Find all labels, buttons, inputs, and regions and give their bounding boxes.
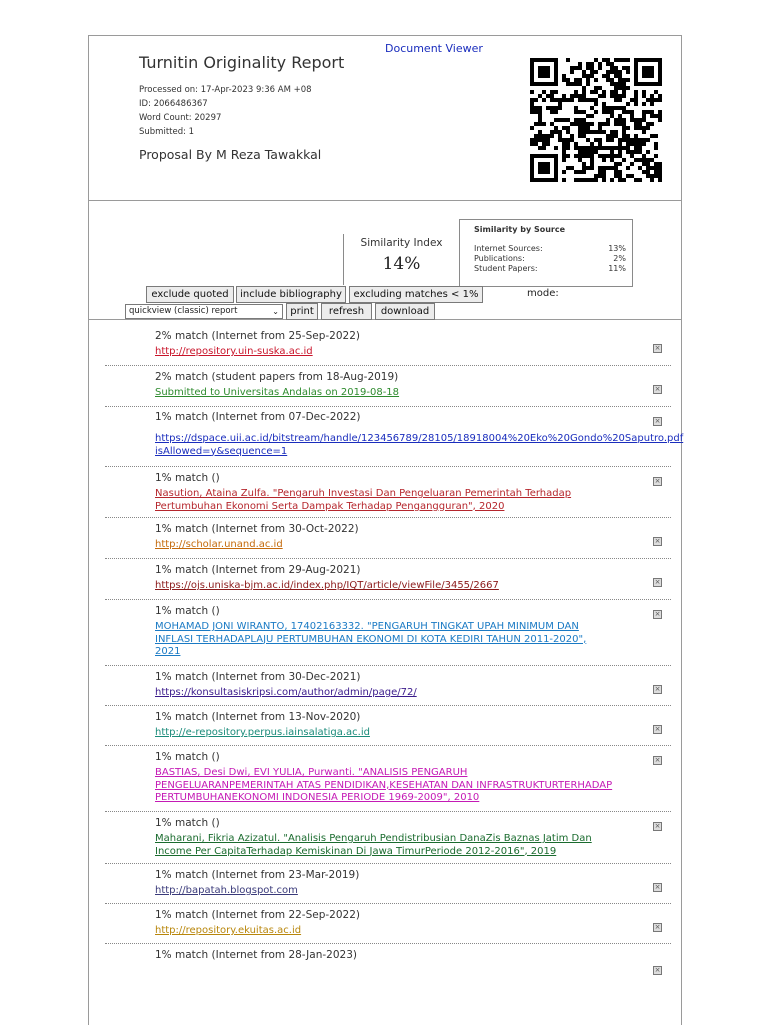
match-entry [105, 668, 671, 706]
report-header [89, 36, 681, 201]
match-percent: 1% match (Internet from 13-Nov-2020) [155, 711, 361, 723]
close-icon[interactable]: × [654, 578, 661, 586]
match-source-link[interactable]: isAllowed=y&sequence=1 [155, 445, 288, 457]
match-percent: 1% match (Internet from 07-Dec-2022) [155, 411, 361, 423]
match-source-link[interactable]: PERTUMBUHANEKONOMI INDONESIA PERIODE 1969-2009", 2010 [155, 792, 480, 803]
close-icon[interactable]: × [654, 477, 661, 485]
match-percent: 1% match (Internet from 30-Dec-2021) [155, 671, 361, 683]
close-icon[interactable]: × [654, 725, 661, 733]
match-entry [105, 408, 684, 467]
source-value: 2% [613, 254, 626, 263]
close-icon[interactable]: × [654, 610, 661, 618]
match-source-link[interactable]: Income Per CapitaTerhadap Kemiskinan Di Jawa TimurPeriode 2012-2016", 2019 [155, 845, 557, 857]
match-percent: 1% match (Internet from 29-Aug-2021) [155, 564, 361, 576]
qr-code-icon [530, 58, 662, 182]
close-icon[interactable]: × [654, 966, 661, 974]
paper-title: Proposal By M Reza Tawakkal [139, 147, 322, 162]
match-percent: 1% match () [155, 817, 220, 829]
match-source-link[interactable]: Submitted to Universitas Andalas on 2019-08-18 [155, 387, 400, 398]
source-value: 11% [608, 264, 626, 273]
source-row-internet [474, 244, 626, 253]
close-icon[interactable]: × [654, 385, 661, 393]
match-source-link[interactable]: PENGELUARANPEMERINTAH ATAS PENDIDIKAN,KESEHATAN DAN INFRASTRUKTURTERHADAP [155, 779, 613, 791]
match-source-link[interactable]: BASTIAS, Desi Dwi, EVI YULIA, Purwanti. "ANALISIS PENGARUH [155, 767, 468, 778]
close-icon[interactable]: × [654, 685, 661, 693]
source-label: Student Papers: [474, 264, 538, 273]
match-source-link[interactable]: Pertumbuhan Ekonomi Serta Dampak Terhadap Pengangguran", 2020 [155, 500, 505, 512]
match-source-link[interactable]: Maharani, Fikria Azizatul. "Analisis Pengaruh Pendistribusian DanaZis Baznas Jatim Dan [155, 833, 592, 844]
match-source-link[interactable]: http://bapatah.blogspot.com [155, 885, 298, 896]
close-icon[interactable]: × [654, 883, 661, 891]
mode-label: mode: [527, 288, 559, 299]
submitted-count: Submitted: 1 [139, 127, 195, 137]
include-bibliography-button[interactable]: include bibliography [236, 286, 346, 303]
report-id: ID: 2066486367 [139, 99, 208, 109]
match-source-link[interactable]: MOHAMAD JONI WIRANTO, 17402163332. "PENGARUH TINGKAT UPAH MINIMUM DAN [155, 621, 579, 632]
match-source-link[interactable]: http://repository.ekuitas.ac.id [155, 925, 302, 936]
match-percent: 1% match () [155, 472, 220, 484]
match-entry [105, 946, 671, 1006]
match-percent: 1% match (Internet from 23-Mar-2019) [155, 869, 360, 881]
source-row-publications [474, 254, 626, 263]
match-entry [105, 708, 671, 746]
source-label: Internet Sources: [474, 244, 543, 253]
match-source-link[interactable]: INFLASI TERHADAPLAJU PERTUMBUHAN EKONOMI DI KOTA KEDIRI TAHUN 2011-2020", [155, 633, 587, 645]
match-entry [105, 748, 671, 812]
download-button[interactable]: download [375, 303, 435, 320]
document-viewer-link[interactable]: Document Viewer [385, 42, 483, 55]
match-source-link[interactable]: https://konsultasiskripsi.com/author/admin/page/72/ [155, 687, 417, 698]
match-entry [105, 561, 671, 600]
report-mode-select[interactable] [125, 304, 283, 319]
match-percent: 1% match (Internet from 22-Sep-2022) [155, 909, 360, 921]
match-percent: 2% match (student papers from 18-Aug-2019) [155, 371, 399, 383]
match-entry [105, 814, 671, 864]
match-entry [105, 602, 671, 666]
page-title: Turnitin Originality Report [139, 53, 345, 72]
report-mode-value: quickview (classic) report [129, 306, 238, 316]
similarity-index-value: 14% [382, 254, 421, 274]
match-source-link[interactable]: https://dspace.uii.ac.id/bitstream/handle/123456789/28105/18918004%20Eko%20Gondo%20Saputro.pdf [155, 433, 684, 444]
close-icon[interactable]: × [654, 537, 661, 545]
word-count: Word Count: 20297 [139, 113, 222, 123]
close-icon[interactable]: × [654, 417, 661, 425]
similarity-by-source-title: Similarity by Source [474, 225, 566, 234]
similarity-index-box [343, 234, 460, 285]
chevron-down-icon: ⌄ [272, 307, 279, 316]
similarity-index-label: Similarity Index [360, 237, 443, 249]
match-source-link[interactable]: 2021 [155, 646, 181, 657]
close-icon[interactable]: × [654, 923, 661, 931]
match-entry [105, 906, 671, 944]
match-source-link[interactable]: http://repository.uin-suska.ac.id [155, 346, 313, 357]
close-icon[interactable]: × [654, 344, 661, 352]
source-value: 13% [608, 244, 626, 253]
match-entry [105, 368, 671, 407]
match-entry [105, 327, 671, 366]
report-frame [88, 35, 682, 1025]
match-percent: 1% match () [155, 605, 220, 617]
match-percent: 1% match (Internet from 28-Jan-2023) [155, 949, 357, 961]
similarity-by-source-box [459, 219, 633, 287]
match-source-link[interactable]: Nasution, Ataina Zulfa. "Pengaruh Investasi Dan Pengeluaran Pemerintah Terhadap [155, 488, 572, 499]
refresh-button[interactable]: refresh [321, 303, 372, 320]
match-percent: 2% match (Internet from 25-Sep-2022) [155, 330, 360, 342]
match-entry [105, 866, 671, 904]
excluding-matches-button[interactable]: excluding matches < 1% [349, 286, 483, 303]
match-percent: 1% match () [155, 751, 220, 763]
match-source-link[interactable]: http://e-repository.perpus.iainsalatiga.ac.id [155, 727, 370, 738]
source-row-student-papers [474, 264, 626, 273]
exclude-quoted-button[interactable]: exclude quoted [146, 286, 234, 303]
print-button[interactable]: print [286, 303, 318, 320]
similarity-panel [89, 201, 681, 320]
match-source-link[interactable]: https://ojs.uniska-bjm.ac.id/index.php/IQT/article/viewFile/3455/2667 [155, 580, 499, 591]
match-percent: 1% match (Internet from 30-Oct-2022) [155, 523, 359, 535]
close-icon[interactable]: × [654, 822, 661, 830]
processed-on: Processed on: 17-Apr-2023 9:36 AM +08 [139, 85, 312, 95]
close-icon[interactable]: × [654, 756, 661, 764]
match-entry [105, 469, 671, 518]
source-label: Publications: [474, 254, 525, 263]
match-entry [105, 520, 671, 559]
match-source-link[interactable]: http://scholar.unand.ac.id [155, 539, 283, 550]
